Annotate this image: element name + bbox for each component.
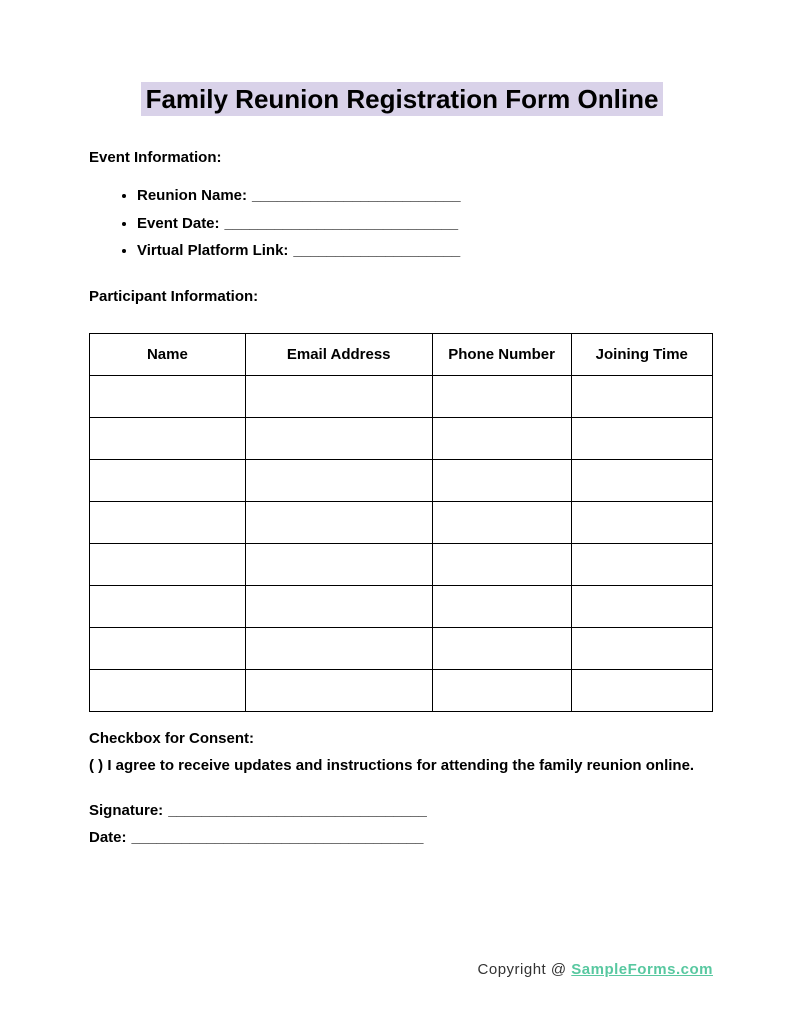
date-line	[89, 824, 713, 852]
table-row	[90, 501, 713, 543]
field-virtual-platform-link-blank-line: ____________________	[293, 242, 461, 259]
table-cell	[245, 543, 432, 585]
table-cell	[245, 627, 432, 669]
page-title	[0, 0, 804, 116]
table-row	[90, 627, 713, 669]
consent-heading: Checkbox for Consent:	[89, 729, 255, 747]
table-cell	[571, 417, 712, 459]
table-cell	[245, 585, 432, 627]
table-row	[90, 669, 713, 711]
table-cell	[90, 459, 246, 501]
field-event-date-blank-line: ____________________________	[224, 214, 459, 232]
table-cell	[245, 375, 432, 417]
participants-table-body	[90, 375, 713, 711]
table-row	[90, 585, 713, 627]
table-cell	[432, 627, 571, 669]
signature-section	[89, 797, 713, 852]
table-cell	[90, 501, 246, 543]
consent-section	[89, 725, 713, 780]
field-event-date	[137, 210, 713, 238]
form-content	[89, 149, 713, 852]
participants-table	[89, 333, 713, 712]
signature-line	[89, 797, 713, 825]
table-cell	[571, 459, 712, 501]
column-header-name: Name	[90, 333, 246, 375]
date-label: Date:	[89, 829, 127, 846]
table-cell	[571, 543, 712, 585]
table-header-row	[90, 333, 713, 375]
field-event-date-label: Event Date:	[137, 214, 220, 232]
table-cell	[571, 501, 712, 543]
table-cell	[571, 585, 712, 627]
page-title-highlight: Family Reunion Registration Form Online	[141, 82, 664, 116]
sampleforms-link[interactable]: SampleForms.com	[571, 961, 713, 978]
consent-statement: ( ) I agree to receive updates and instructions for attending the family reunion online.	[89, 757, 695, 774]
event-information-list	[89, 182, 713, 265]
table-cell	[245, 669, 432, 711]
table-row	[90, 417, 713, 459]
table-row	[90, 375, 713, 417]
table-cell	[90, 417, 246, 459]
field-virtual-platform-link	[137, 237, 713, 265]
table-cell	[571, 627, 712, 669]
table-cell	[90, 543, 246, 585]
column-header-phone-number: Phone Number	[432, 333, 571, 375]
table-cell	[245, 501, 432, 543]
column-header-joining-time: Joining Time	[571, 333, 712, 375]
table-row	[90, 543, 713, 585]
table-cell	[432, 417, 571, 459]
table-cell	[432, 375, 571, 417]
field-virtual-platform-link-label: Virtual Platform Link:	[137, 242, 289, 259]
field-reunion-name	[137, 182, 713, 210]
table-cell	[432, 501, 571, 543]
table-cell	[432, 543, 571, 585]
event-information-heading: Event Information:	[89, 149, 222, 166]
table-cell	[90, 669, 246, 711]
table-cell	[245, 417, 432, 459]
participant-information-heading: Participant Information:	[89, 287, 259, 305]
footer-copyright	[478, 961, 713, 978]
table-cell	[571, 375, 712, 417]
field-reunion-name-blank-line: _________________________	[252, 187, 461, 204]
table-cell	[571, 669, 712, 711]
copyright-text: Copyright @	[477, 961, 572, 978]
table-cell	[432, 669, 571, 711]
table-cell	[245, 459, 432, 501]
table-cell	[90, 585, 246, 627]
signature-blank-line: _______________________________	[168, 801, 427, 819]
date-blank-line: ___________________________________	[131, 829, 424, 846]
column-header-email-address: Email Address	[245, 333, 432, 375]
field-reunion-name-label: Reunion Name:	[137, 187, 248, 204]
table-cell	[432, 585, 571, 627]
table-cell	[90, 375, 246, 417]
table-cell	[90, 627, 246, 669]
table-cell	[432, 459, 571, 501]
table-row	[90, 459, 713, 501]
signature-label: Signature:	[89, 801, 164, 819]
